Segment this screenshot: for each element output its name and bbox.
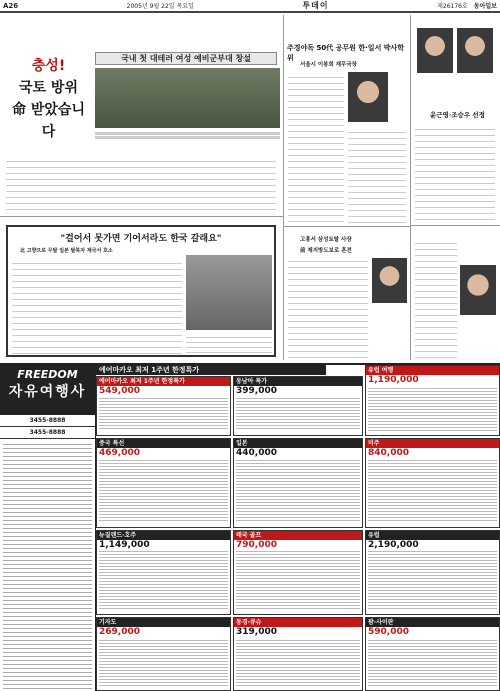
paper-name: 동아일보 [473,3,497,10]
ad-block-7[interactable]: 뉴질랜드·호주 1,149,000 [96,530,231,615]
ad-block-12[interactable]: 괌·사이판 590,000 [365,617,500,691]
lee-bonghee-photo [348,72,388,122]
freedom-brand: 자유여행사 [8,384,87,400]
ad-block-9[interactable]: 유럽 2,190,000 [365,530,500,615]
story4-body [288,258,368,358]
yoon-geunyoung-photo [417,28,453,73]
story3-box [6,225,276,357]
freedom-travel-ad[interactable] [0,365,96,691]
story5-headline: 윤근영·조승우 선정 [430,111,485,119]
defector-family-photo [186,255,272,330]
story2-headline: 주경야독 50代 공무원 한·일서 박사학위 [287,44,405,62]
ad-banner: 에어마카오 최저 1주년 한정특가 [96,365,326,375]
story5-body [415,125,495,220]
page-number: A26 [3,1,19,10]
page-date: 2005년 9월 22일 목요일 [126,3,194,10]
ad-block-4[interactable]: 중국 특선 469,000 [96,438,231,528]
ad-block-8[interactable]: 태국 골프 790,000 [233,530,363,615]
freedom-phone1: 3455-8888 [0,415,95,427]
pull-quote-line2: 국토 방위 [19,80,78,96]
story6-photo [460,265,496,315]
story4-photo [372,258,407,303]
pull-quote-line3: 命 받았습니다 [12,102,85,140]
freedom-phone2: 3455-8888 [0,427,95,439]
story3-body [12,259,182,354]
section-title: 투데이 [302,1,329,10]
defector-caption [186,333,272,353]
ad-block-11[interactable]: 동경·큐슈 319,000 [233,617,363,691]
issue-number: 제26176호 [437,3,468,10]
jo-seungwoo-photo [457,28,493,73]
story2-body-col1 [288,72,344,222]
ad-block-3[interactable]: 유럽 여행 1,190,000 [365,365,500,436]
freedom-logo: FREEDOM [17,368,78,381]
ad-section [0,363,500,691]
story2-subhead: 서울시 이봉희 재무국장 [300,62,357,68]
story3-headline: "걸어서 못가면 기어서라도 한국 갈래요" [60,234,222,244]
story1-title: 국내 첫 대테러 여성 예비군부대 창설 [95,52,277,65]
ad-block-10[interactable]: 기자도 269,000 [96,617,231,691]
ad-block-5[interactable]: 일본 440,000 [233,438,363,528]
photo-caption [95,130,280,140]
ad-block-1[interactable]: 에어마카오 최저 1주년 한정특가 549,000 [96,376,231,436]
pull-quote-line1: 충성! [31,58,66,74]
ad-block-2[interactable]: 동남아 특가 399,000 [233,376,363,436]
pull-quote [6,55,91,155]
story2-body-col2 [348,128,406,223]
story4-subhead2: 前 제지방도보로 혼전 [300,248,352,254]
freedom-listing [3,442,92,691]
soldiers-photo [95,68,280,128]
story1-body [6,160,276,210]
ad-block-6[interactable]: 미주 840,000 [365,438,500,528]
page-header [0,0,500,13]
story3-subhead: 北 고향으로 무탈 일본 탈북자 재국서 호소 [20,248,113,254]
story6-body [415,240,457,358]
story4-subhead: 고흥서 삼성토탈 사장 [300,237,352,243]
